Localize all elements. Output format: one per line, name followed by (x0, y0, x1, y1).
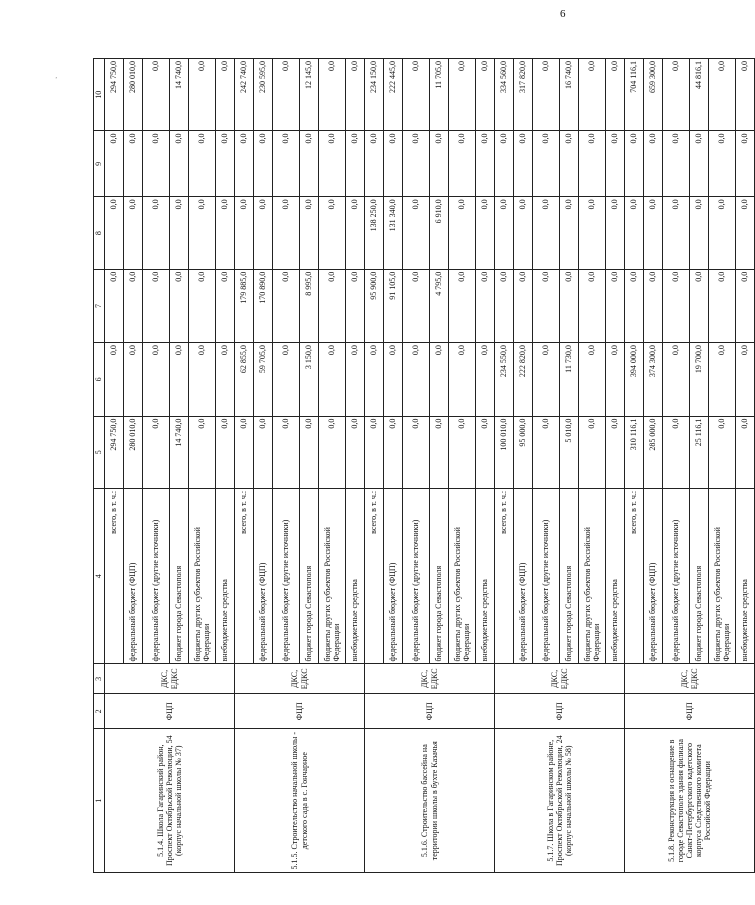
amount-cell: 0,0 (606, 131, 625, 197)
funding-source-cell: бюджет города Севастополя (560, 488, 579, 664)
customer-cell: ФЦП (625, 694, 755, 729)
project-name-cell: 5.1.8. Реконструкция и оснащение в городе Севастополе здания филиала Санкт-Петербургского кадетского корпуса Следственного комитета Российской Федерации (625, 729, 755, 873)
amount-cell: 0,0 (105, 343, 124, 416)
amount-cell: 0,0 (495, 197, 514, 269)
column-number-header: 4 (94, 488, 105, 664)
amount-cell: 0,0 (273, 197, 300, 269)
amount-cell: 0,0 (644, 269, 663, 342)
amount-cell: 0,0 (606, 416, 625, 488)
amount-cell: 0,0 (319, 416, 346, 488)
rotated-table-container (93, 58, 750, 873)
table-row (235, 59, 254, 873)
amount-cell: 0,0 (736, 343, 755, 416)
amount-cell: 0,0 (579, 269, 606, 342)
amount-cell: 0,0 (709, 131, 736, 197)
amount-cell: 0,0 (449, 269, 476, 342)
project-name-cell: 5.1.4. Школа Гагаринский район, Проспект Октябрьской Революции, 54 (корпус начальной школы № 37) (105, 729, 235, 873)
amount-cell: 0,0 (533, 131, 560, 197)
amount-cell: 0,0 (533, 197, 560, 269)
amount-cell: 0,0 (690, 131, 709, 197)
amount-cell: 659 300,0 (644, 59, 663, 131)
amount-cell: 0,0 (736, 416, 755, 488)
amount-cell: 0,0 (403, 131, 430, 197)
funding-source-cell: бюджеты других субъектов Российской Федерации (709, 488, 736, 664)
amount-cell: 14 740,0 (170, 416, 189, 488)
funding-source-cell: бюджеты других субъектов Российской Федерации (319, 488, 346, 664)
amount-cell: 0,0 (346, 59, 365, 131)
amount-cell: 44 816,1 (690, 59, 709, 131)
amount-cell: 11 705,0 (430, 59, 449, 131)
funding-source-cell: всего, в т. ч.: (365, 488, 384, 664)
amount-cell: 0,0 (736, 131, 755, 197)
amount-cell: 11 730,0 (560, 343, 579, 416)
amount-cell: 0,0 (644, 197, 663, 269)
funding-source-cell: всего, в т. ч.: (105, 488, 124, 664)
amount-cell: 59 705,0 (254, 343, 273, 416)
amount-cell: 0,0 (124, 197, 143, 269)
funding-source-cell: всего, в т. ч.: (625, 488, 644, 664)
amount-cell: 280 010,0 (124, 59, 143, 131)
amount-cell: 0,0 (709, 416, 736, 488)
amount-cell: 222 820,0 (514, 343, 533, 416)
executor-cell: ДКС, ЕДКС (105, 664, 235, 694)
funding-source-cell: федеральный бюджет (другие источники) (273, 488, 300, 664)
amount-cell: 0,0 (105, 269, 124, 342)
amount-cell: 62 855,0 (235, 343, 254, 416)
amount-cell: 95 900,0 (365, 269, 384, 342)
amount-cell: 0,0 (143, 416, 170, 488)
amount-cell: 294 750,0 (105, 416, 124, 488)
amount-cell: 0,0 (476, 416, 495, 488)
amount-cell: 0,0 (606, 343, 625, 416)
amount-cell: 0,0 (143, 59, 170, 131)
amount-cell: 0,0 (319, 269, 346, 342)
amount-cell: 0,0 (254, 131, 273, 197)
amount-cell: 0,0 (449, 59, 476, 131)
amount-cell: 0,0 (579, 416, 606, 488)
funding-source-cell: федеральный бюджет (другие источники) (143, 488, 170, 664)
amount-cell: 91 105,0 (384, 269, 403, 342)
amount-cell: 0,0 (189, 197, 216, 269)
amount-cell: 0,0 (514, 269, 533, 342)
funding-source-cell: федеральный бюджет (ФЦП) (254, 488, 273, 664)
page-number: 6 (560, 8, 566, 20)
amount-cell: 0,0 (533, 416, 560, 488)
amount-cell: 0,0 (216, 416, 235, 488)
amount-cell: 242 740,0 (235, 59, 254, 131)
amount-cell: 0,0 (533, 59, 560, 131)
amount-cell: 0,0 (476, 269, 495, 342)
amount-cell: 0,0 (365, 416, 384, 488)
amount-cell: 0,0 (346, 197, 365, 269)
table-body (94, 59, 755, 873)
amount-cell: 394 000,0 (625, 343, 644, 416)
amount-cell: 0,0 (403, 269, 430, 342)
amount-cell: 0,0 (430, 131, 449, 197)
amount-cell: 131 340,0 (384, 197, 403, 269)
amount-cell: 8 995,0 (300, 269, 319, 342)
amount-cell: 0,0 (273, 269, 300, 342)
column-number-header: 7 (94, 269, 105, 342)
amount-cell: 234 150,0 (365, 59, 384, 131)
funding-source-cell: всего, в т. ч.: (495, 488, 514, 664)
amount-cell: 0,0 (365, 131, 384, 197)
amount-cell: 280 010,0 (124, 416, 143, 488)
amount-cell: 0,0 (690, 197, 709, 269)
amount-cell: 0,0 (663, 197, 690, 269)
project-name-cell: 5.1.5. Строительство начальной школы - детского сада в с. Гончарное (235, 729, 365, 873)
amount-cell: 0,0 (403, 343, 430, 416)
amount-cell: 0,0 (105, 197, 124, 269)
column-number-header: 5 (94, 416, 105, 488)
amount-cell: 0,0 (300, 197, 319, 269)
funding-source-cell: федеральный бюджет (ФЦП) (644, 488, 663, 664)
amount-cell: 222 445,0 (384, 59, 403, 131)
amount-cell: 3 150,0 (300, 343, 319, 416)
amount-cell: 0,0 (690, 269, 709, 342)
header-row (94, 59, 105, 873)
amount-cell: 294 750,0 (105, 59, 124, 131)
amount-cell: 0,0 (495, 269, 514, 342)
amount-cell: 100 010,0 (495, 416, 514, 488)
amount-cell: 0,0 (319, 131, 346, 197)
funding-source-cell: федеральный бюджет (ФЦП) (124, 488, 143, 664)
amount-cell: 0,0 (216, 343, 235, 416)
amount-cell: 0,0 (170, 269, 189, 342)
amount-cell: 0,0 (346, 416, 365, 488)
amount-cell: 170 890,0 (254, 269, 273, 342)
funding-source-cell: федеральный бюджет (другие источники) (663, 488, 690, 664)
amount-cell: 0,0 (403, 416, 430, 488)
amount-cell: 230 595,0 (254, 59, 273, 131)
amount-cell: 0,0 (216, 131, 235, 197)
amount-cell: 0,0 (170, 131, 189, 197)
executor-cell: ДКС, ЕДКС (365, 664, 495, 694)
amount-cell: 0,0 (143, 197, 170, 269)
amount-cell: 0,0 (189, 131, 216, 197)
amount-cell: 0,0 (663, 269, 690, 342)
amount-cell: 0,0 (124, 269, 143, 342)
funding-source-cell: всего, в т. ч.: (235, 488, 254, 664)
amount-cell: 0,0 (319, 59, 346, 131)
amount-cell: 0,0 (736, 197, 755, 269)
amount-cell: 0,0 (300, 131, 319, 197)
amount-cell: 285 000,0 (644, 416, 663, 488)
column-number-header: 8 (94, 197, 105, 269)
funding-source-cell: бюджет города Севастополя (690, 488, 709, 664)
amount-cell: 0,0 (143, 131, 170, 197)
funding-source-cell: федеральный бюджет (другие источники) (533, 488, 560, 664)
stray-mark: ‚ (55, 72, 58, 80)
amount-cell: 95 000,0 (514, 416, 533, 488)
amount-cell: 0,0 (663, 343, 690, 416)
amount-cell: 0,0 (663, 416, 690, 488)
amount-cell: 0,0 (560, 197, 579, 269)
funding-source-cell: бюджеты других субъектов Российской Федерации (579, 488, 606, 664)
amount-cell: 0,0 (709, 59, 736, 131)
amount-cell: 0,0 (579, 59, 606, 131)
amount-cell: 14 740,0 (170, 59, 189, 131)
funding-source-cell: бюджет города Севастополя (430, 488, 449, 664)
amount-cell: 0,0 (430, 416, 449, 488)
table-row (105, 59, 124, 873)
amount-cell: 6 910,0 (430, 197, 449, 269)
amount-cell: 0,0 (606, 269, 625, 342)
amount-cell: 0,0 (216, 197, 235, 269)
customer-cell: ФЦП (495, 694, 625, 729)
amount-cell: 0,0 (124, 131, 143, 197)
amount-cell: 0,0 (346, 269, 365, 342)
amount-cell: 0,0 (170, 197, 189, 269)
amount-cell: 0,0 (514, 197, 533, 269)
amount-cell: 0,0 (384, 131, 403, 197)
amount-cell: 0,0 (495, 131, 514, 197)
amount-cell: 0,0 (403, 59, 430, 131)
table-row (365, 59, 384, 873)
amount-cell: 0,0 (560, 131, 579, 197)
amount-cell: 0,0 (663, 59, 690, 131)
amount-cell: 0,0 (143, 269, 170, 342)
amount-cell: 0,0 (403, 197, 430, 269)
amount-cell: 704 116,1 (625, 59, 644, 131)
amount-cell: 0,0 (346, 343, 365, 416)
amount-cell: 0,0 (430, 343, 449, 416)
amount-cell: 334 560,0 (495, 59, 514, 131)
amount-cell: 179 885,0 (235, 269, 254, 342)
amount-cell: 0,0 (606, 197, 625, 269)
amount-cell: 0,0 (273, 131, 300, 197)
column-number-header: 1 (94, 729, 105, 873)
amount-cell: 0,0 (476, 131, 495, 197)
amount-cell: 138 250,0 (365, 197, 384, 269)
amount-cell: 0,0 (143, 343, 170, 416)
amount-cell: 0,0 (254, 197, 273, 269)
amount-cell: 0,0 (319, 343, 346, 416)
amount-cell: 0,0 (533, 343, 560, 416)
customer-cell: ФЦП (105, 694, 235, 729)
funding-source-cell: внебюджетные средства (346, 488, 365, 664)
funding-table (93, 58, 755, 873)
amount-cell: 0,0 (449, 131, 476, 197)
column-number-header: 3 (94, 664, 105, 694)
amount-cell: 0,0 (300, 416, 319, 488)
amount-cell: 0,0 (216, 269, 235, 342)
amount-cell: 0,0 (644, 131, 663, 197)
amount-cell: 0,0 (663, 131, 690, 197)
amount-cell: 0,0 (124, 343, 143, 416)
project-name-cell: 5.1.6. Строительство бассейна на территории школы в бухте Казачья (365, 729, 495, 873)
amount-cell: 0,0 (514, 131, 533, 197)
amount-cell: 0,0 (579, 197, 606, 269)
amount-cell: 0,0 (105, 131, 124, 197)
amount-cell: 0,0 (216, 59, 235, 131)
column-number-header: 10 (94, 59, 105, 131)
amount-cell: 0,0 (709, 343, 736, 416)
funding-source-cell: федеральный бюджет (другие источники) (403, 488, 430, 664)
funding-source-cell: внебюджетные средства (736, 488, 755, 664)
funding-source-cell: внебюджетные средства (476, 488, 495, 664)
amount-cell: 310 116,1 (625, 416, 644, 488)
executor-cell: ДКС, ЕДКС (625, 664, 755, 694)
amount-cell: 0,0 (189, 343, 216, 416)
customer-cell: ФЦП (235, 694, 365, 729)
amount-cell: 0,0 (235, 416, 254, 488)
executor-cell: ДКС, ЕДКС (235, 664, 365, 694)
funding-source-cell: внебюджетные средства (606, 488, 625, 664)
amount-cell: 0,0 (709, 269, 736, 342)
amount-cell: 0,0 (254, 416, 273, 488)
table-row (495, 59, 514, 873)
customer-cell: ФЦП (365, 694, 495, 729)
amount-cell: 0,0 (476, 197, 495, 269)
funding-source-cell: бюджет города Севастополя (300, 488, 319, 664)
executor-cell: ДКС, ЕДКС (495, 664, 625, 694)
amount-cell: 0,0 (273, 416, 300, 488)
column-number-header: 2 (94, 694, 105, 729)
amount-cell: 0,0 (189, 416, 216, 488)
amount-cell: 0,0 (625, 131, 644, 197)
amount-cell: 0,0 (625, 269, 644, 342)
amount-cell: 0,0 (625, 197, 644, 269)
amount-cell: 374 300,0 (644, 343, 663, 416)
amount-cell: 19 700,0 (690, 343, 709, 416)
funding-source-cell: бюджеты других субъектов Российской Федерации (449, 488, 476, 664)
amount-cell: 0,0 (449, 343, 476, 416)
amount-cell: 0,0 (476, 59, 495, 131)
amount-cell: 0,0 (449, 416, 476, 488)
amount-cell: 0,0 (384, 343, 403, 416)
amount-cell: 234 550,0 (495, 343, 514, 416)
funding-source-cell: внебюджетные средства (216, 488, 235, 664)
amount-cell: 0,0 (235, 131, 254, 197)
amount-cell: 0,0 (170, 343, 189, 416)
column-number-header: 6 (94, 343, 105, 416)
amount-cell: 0,0 (346, 131, 365, 197)
project-name-cell: 5.1.7. Школа в Гагаринском районе, Проспект Октябрьской Революции, 24 (корпус начальной школы № 58) (495, 729, 625, 873)
amount-cell: 0,0 (579, 343, 606, 416)
amount-cell: 4 795,0 (430, 269, 449, 342)
funding-source-cell: федеральный бюджет (ФЦП) (384, 488, 403, 664)
amount-cell: 5 010,0 (560, 416, 579, 488)
amount-cell: 0,0 (449, 197, 476, 269)
amount-cell: 0,0 (319, 197, 346, 269)
amount-cell: 0,0 (235, 197, 254, 269)
column-number-header: 9 (94, 131, 105, 197)
amount-cell: 0,0 (476, 343, 495, 416)
amount-cell: 0,0 (736, 269, 755, 342)
amount-cell: 0,0 (189, 269, 216, 342)
amount-cell: 0,0 (709, 197, 736, 269)
amount-cell: 0,0 (273, 343, 300, 416)
amount-cell: 0,0 (606, 59, 625, 131)
amount-cell: 0,0 (384, 416, 403, 488)
amount-cell: 0,0 (560, 269, 579, 342)
funding-source-cell: федеральный бюджет (ФЦП) (514, 488, 533, 664)
amount-cell: 0,0 (533, 269, 560, 342)
amount-cell: 0,0 (736, 59, 755, 131)
amount-cell: 0,0 (273, 59, 300, 131)
amount-cell: 12 145,0 (300, 59, 319, 131)
table-row (625, 59, 644, 873)
funding-source-cell: бюджеты других субъектов Российской Федерации (189, 488, 216, 664)
amount-cell: 0,0 (365, 343, 384, 416)
amount-cell: 317 820,0 (514, 59, 533, 131)
amount-cell: 0,0 (579, 131, 606, 197)
amount-cell: 0,0 (189, 59, 216, 131)
funding-source-cell: бюджет города Севастополя (170, 488, 189, 664)
amount-cell: 16 740,0 (560, 59, 579, 131)
amount-cell: 25 116,1 (690, 416, 709, 488)
